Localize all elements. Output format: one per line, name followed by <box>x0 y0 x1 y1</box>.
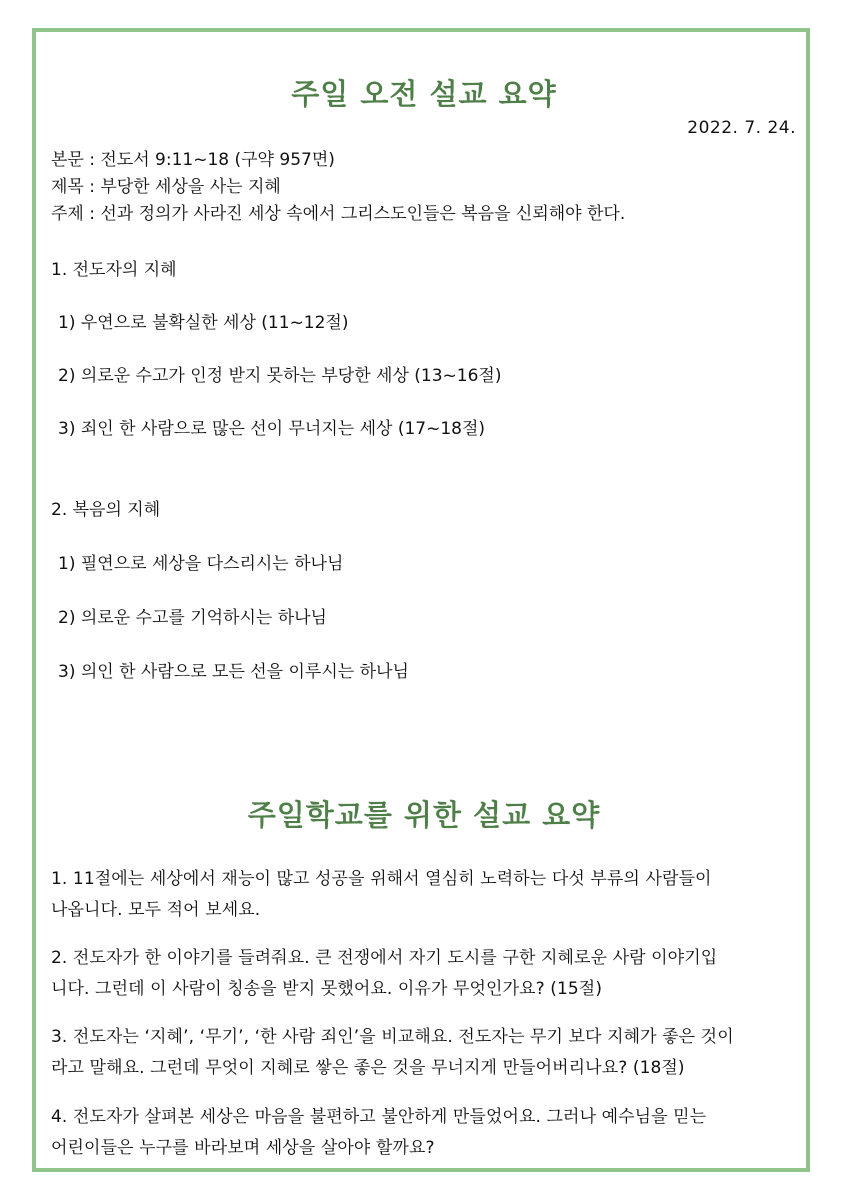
sermon-date: 2022. 7. 24. <box>687 118 796 138</box>
section-point: 3) 죄인 한 사람으로 많은 선이 무너지는 세상 (17~18절) <box>58 419 486 439</box>
section-heading: 1. 전도자의 지혜 <box>51 260 177 280</box>
section-heading: 2. 복음의 지혜 <box>51 500 161 520</box>
sunday-school-title: 주일학교를 위한 설교 요약 <box>247 798 601 832</box>
question-line: 니다. 그런데 이 사람이 칭송을 받지 못했어요. 이유가 무엇인가요? (15절) <box>51 979 603 999</box>
question-line: 1. 11절에는 세상에서 재능이 많고 성공을 위해서 열심히 노력하는 다섯 부류의 사람들이 <box>51 869 712 889</box>
section-point: 1) 우연으로 불확실한 세상 (11~12절) <box>58 313 349 333</box>
question-line: 나옵니다. 모두 적어 보세요. <box>51 900 261 920</box>
sermon-title: 주일 오전 설교 요약 <box>291 77 557 111</box>
question-line: 라고 말해요. 그런데 무엇이 지혜로 쌓은 좋은 것을 무너지게 만들어버리나요? (18절) <box>51 1058 685 1078</box>
question-line: 4. 전도자가 살펴본 세상은 마음을 불편하고 불안하게 만들었어요. 그러나 예수님을 믿는 <box>51 1107 707 1127</box>
sermon-theme: 주제 : 선과 정의가 사라진 세상 속에서 그리스도인들은 복음을 신뢰해야 한다. <box>51 204 626 224</box>
question-item <box>51 1022 799 1084</box>
section-point: 2) 의로운 수고를 기억하시는 하나님 <box>58 608 327 628</box>
question-line: 2. 전도자가 한 이야기를 들려줘요. 큰 전쟁에서 자기 도시를 구한 지혜로운 사람 이야기입 <box>51 948 718 968</box>
question-item <box>51 943 799 1005</box>
section-point: 3) 의인 한 사람으로 모든 선을 이루시는 하나님 <box>58 662 409 682</box>
section-point: 1) 필연으로 세상을 다스리시는 하나님 <box>58 554 344 574</box>
question-item <box>51 864 799 926</box>
scripture-text: 본문 : 전도서 9:11~18 (구약 957면) <box>51 150 335 170</box>
question-line: 3. 전도자는 ‘지혜’, ‘무기’, ‘한 사람 죄인’을 비교해요. 전도자는 무기 보다 지혜가 좋은 것이 <box>51 1027 734 1047</box>
question-item <box>51 1102 799 1164</box>
question-line: 어린이들은 누구를 바라보며 세상을 살아야 할까요? <box>51 1138 435 1158</box>
sermon-subject: 제목 : 부당한 세상을 사는 지혜 <box>51 177 281 197</box>
section-point: 2) 의로운 수고가 인정 받지 못하는 부당한 세상 (13~16절) <box>58 366 502 386</box>
